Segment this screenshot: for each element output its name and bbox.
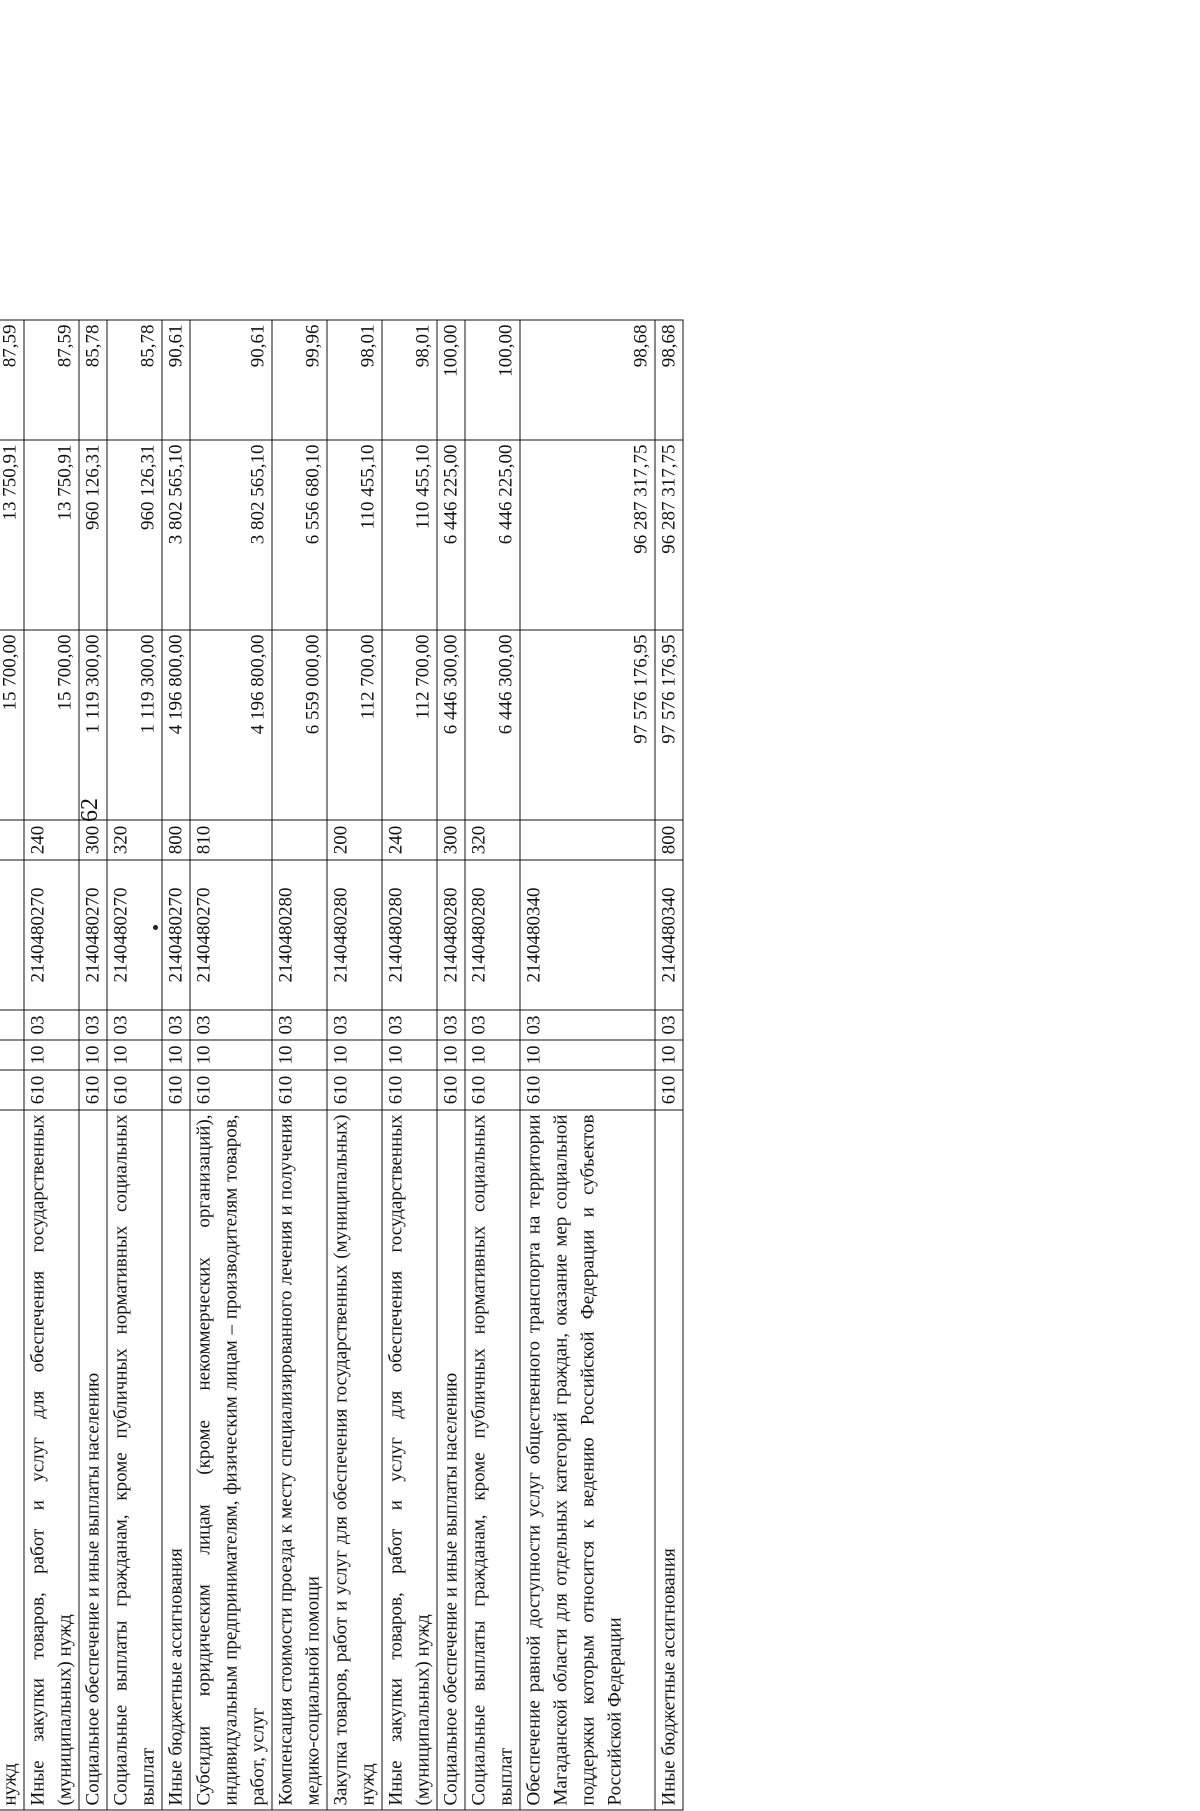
row-pr: 03 xyxy=(107,1010,162,1040)
row-cash: 6 446 225,00 xyxy=(437,440,465,630)
row-rz: 10 xyxy=(162,1040,190,1070)
row-budget: 112 700,00 xyxy=(382,630,437,820)
row-pr: 03 xyxy=(272,1010,327,1040)
row-gr: 610 xyxy=(272,1070,327,1110)
row-name: нужд xyxy=(0,1110,24,1810)
row-cash: 13 750,91 xyxy=(0,440,24,630)
table-row xyxy=(190,320,272,1810)
row-pr: 03 xyxy=(465,1010,520,1040)
row-pr: 03 xyxy=(24,1010,79,1040)
table-row xyxy=(465,320,520,1810)
row-vr: 300 xyxy=(437,820,465,860)
row-gr: 610 xyxy=(655,1070,683,1110)
row-name: Компенсация стоимости проезда к месту специализированного лечения и получения медико-социальной помощи xyxy=(272,1110,327,1810)
row-budget: 4 196 800,00 xyxy=(190,630,272,820)
row-gr: 610 xyxy=(437,1070,465,1110)
row-csr: 2140480270 xyxy=(190,860,272,1010)
row-percent: 98,01 xyxy=(327,320,382,440)
row-name: Иные закупки товаров, работ и услуг для обеспечения государственных (муниципальных) нужд xyxy=(382,1110,437,1810)
budget-table xyxy=(0,319,684,1810)
row-pr: 03 xyxy=(437,1010,465,1040)
table-row xyxy=(107,320,162,1810)
row-cash: 6 446 225,00 xyxy=(465,440,520,630)
row-rz: 10 xyxy=(327,1040,382,1070)
row-budget: 15 700,00 xyxy=(24,630,79,820)
row-gr: 610 xyxy=(162,1070,190,1110)
row-name: Социальные выплаты гражданам, кроме публичных нормативных социальных выплат xyxy=(465,1110,520,1810)
row-vr: 800 xyxy=(655,820,683,860)
row-percent: 90,61 xyxy=(162,320,190,440)
table-row xyxy=(655,320,683,1810)
row-percent: 98,68 xyxy=(655,320,683,440)
row-vr: 200 xyxy=(327,820,382,860)
table-row xyxy=(162,320,190,1810)
row-percent: 90,61 xyxy=(190,320,272,440)
row-percent: 85,78 xyxy=(79,320,107,440)
row-rz xyxy=(0,1040,24,1070)
row-gr: 610 xyxy=(107,1070,162,1110)
row-name: Обеспечение равной доступности услуг общественного транспорта на территории Магаданской области для отдельных категорий граждан, оказание мер социальной поддержки которым относится к ведению Российской Федерации и субъектов Российской Федерации xyxy=(520,1110,655,1810)
row-csr: 2140480270 xyxy=(79,860,107,1010)
row-vr: 300 xyxy=(79,820,107,860)
row-csr: 2140480340 xyxy=(655,860,683,1010)
row-budget: 112 700,00 xyxy=(327,630,382,820)
row-gr: 610 xyxy=(327,1070,382,1110)
row-gr: 610 xyxy=(24,1070,79,1110)
row-csr: 2140480270 xyxy=(24,860,79,1010)
row-cash: 13 750,91 xyxy=(24,440,79,630)
row-budget: 4 196 800,00 xyxy=(162,630,190,820)
row-percent: 85,78 xyxy=(107,320,162,440)
rotated-table-container xyxy=(0,321,680,1811)
row-budget: 1 119 300,00 xyxy=(79,630,107,820)
row-rz: 10 xyxy=(107,1040,162,1070)
row-cash: 3 802 565,10 xyxy=(190,440,272,630)
table-row xyxy=(272,320,327,1810)
row-cash: 110 455,10 xyxy=(382,440,437,630)
row-name: Социальное обеспечение и иные выплаты населению xyxy=(79,1110,107,1810)
row-vr: 800 xyxy=(162,820,190,860)
table-row xyxy=(79,320,107,1810)
row-vr xyxy=(520,820,655,860)
row-percent: 87,59 xyxy=(24,320,79,440)
row-vr: 240 xyxy=(24,820,79,860)
row-cash: 110 455,10 xyxy=(327,440,382,630)
row-cash: 6 556 680,10 xyxy=(272,440,327,630)
table-row xyxy=(520,320,655,1810)
row-rz: 10 xyxy=(465,1040,520,1070)
table-row xyxy=(327,320,382,1810)
row-percent: 98,68 xyxy=(520,320,655,440)
page-number: 62 xyxy=(77,798,103,822)
row-csr: 2140480280 xyxy=(272,860,327,1010)
row-csr: 2140480340 xyxy=(520,860,655,1010)
row-percent: 100,00 xyxy=(465,320,520,440)
row-name: Закупка товаров, работ и услуг для обеспечения государственных (муниципальных) нужд xyxy=(327,1110,382,1810)
row-gr: 610 xyxy=(79,1070,107,1110)
row-pr: 03 xyxy=(162,1010,190,1040)
row-csr: 2140480280 xyxy=(382,860,437,1010)
row-gr: 610 xyxy=(190,1070,272,1110)
row-budget: 15 700,00 xyxy=(0,630,24,820)
row-rz: 10 xyxy=(272,1040,327,1070)
row-pr: 03 xyxy=(520,1010,655,1040)
row-vr xyxy=(272,820,327,860)
row-pr: 03 xyxy=(655,1010,683,1040)
row-pr: 03 xyxy=(79,1010,107,1040)
row-rz: 10 xyxy=(24,1040,79,1070)
row-csr: 2140480280 xyxy=(327,860,382,1010)
row-vr xyxy=(0,820,24,860)
row-csr xyxy=(0,860,24,1010)
row-budget: 6 446 300,00 xyxy=(465,630,520,820)
row-vr: 810 xyxy=(190,820,272,860)
row-vr: 240 xyxy=(382,820,437,860)
row-gr: 610 xyxy=(465,1070,520,1110)
row-cash: 96 287 317,75 xyxy=(520,440,655,630)
row-rz: 10 xyxy=(437,1040,465,1070)
row-csr: 2140480270 xyxy=(107,860,162,1010)
row-pr: 03 xyxy=(327,1010,382,1040)
row-name: Субсидии юридическим лицам (кроме некоммерческих организаций), индивидуальным предпринимателям, физическим лицам – производителям товаров, работ, услуг xyxy=(190,1110,272,1810)
row-pr: 03 xyxy=(382,1010,437,1040)
row-rz: 10 xyxy=(520,1040,655,1070)
row-name: Иные бюджетные ассигнования xyxy=(655,1110,683,1810)
table-body xyxy=(0,320,683,1810)
row-vr: 320 xyxy=(465,820,520,860)
row-cash: 3 802 565,10 xyxy=(162,440,190,630)
row-vr: 320 xyxy=(107,820,162,860)
row-pr: 03 xyxy=(190,1010,272,1040)
row-rz: 10 xyxy=(79,1040,107,1070)
table-row xyxy=(0,320,24,1810)
row-percent: 100,00 xyxy=(437,320,465,440)
row-budget: 97 576 176,95 xyxy=(520,630,655,820)
row-csr: 2140480280 xyxy=(437,860,465,1010)
row-percent: 98,01 xyxy=(382,320,437,440)
row-name: Иные бюджетные ассигнования xyxy=(162,1110,190,1810)
row-name: Иные закупки товаров, работ и услуг для обеспечения государственных (муниципальных) нужд xyxy=(24,1110,79,1810)
row-percent: 99,96 xyxy=(272,320,327,440)
row-gr xyxy=(0,1070,24,1110)
row-gr: 610 xyxy=(382,1070,437,1110)
row-cash: 960 126,31 xyxy=(107,440,162,630)
row-percent: 87,59 xyxy=(0,320,24,440)
row-gr: 610 xyxy=(520,1070,655,1110)
row-name: Социальные выплаты гражданам, кроме публичных нормативных социальных выплат xyxy=(107,1110,162,1810)
row-budget: 6 559 000,00 xyxy=(272,630,327,820)
row-cash: 960 126,31 xyxy=(79,440,107,630)
row-rz: 10 xyxy=(655,1040,683,1070)
row-csr: 2140480280 xyxy=(465,860,520,1010)
table-row xyxy=(24,320,79,1810)
row-budget: 97 576 176,95 xyxy=(655,630,683,820)
row-pr xyxy=(0,1010,24,1040)
row-budget: 6 446 300,00 xyxy=(437,630,465,820)
row-rz: 10 xyxy=(190,1040,272,1070)
row-budget: 1 119 300,00 xyxy=(107,630,162,820)
table-row xyxy=(437,320,465,1810)
row-csr: 2140480270 xyxy=(162,860,190,1010)
row-cash: 96 287 317,75 xyxy=(655,440,683,630)
row-name: Социальное обеспечение и иные выплаты населению xyxy=(437,1110,465,1810)
row-rz: 10 xyxy=(382,1040,437,1070)
table-row xyxy=(382,320,437,1810)
